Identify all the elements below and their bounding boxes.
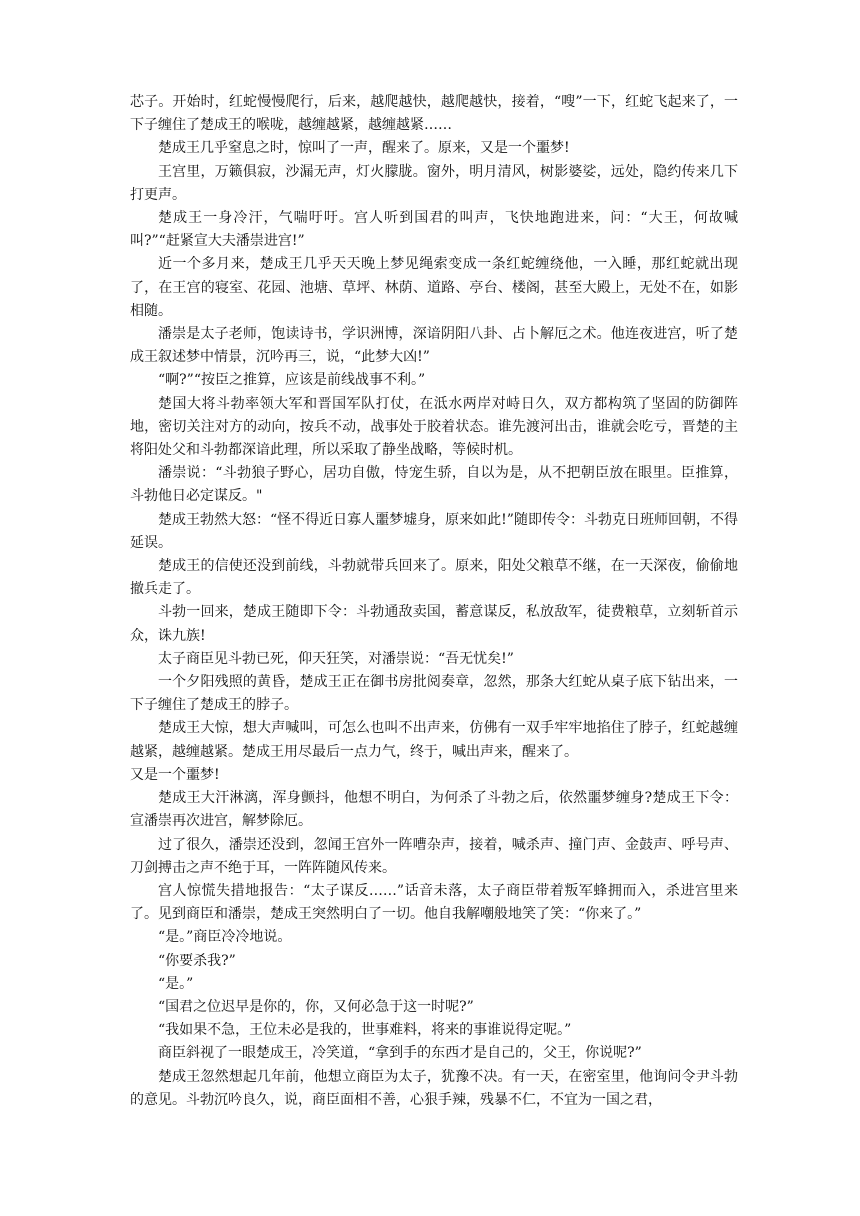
paragraph: 商臣斜视了一眼楚成王，冷笑道，“拿到手的东西才是自己的，父王，你说呢?”	[158, 1045, 642, 1062]
paragraph: 楚成王大惊，想大声喊叫，可怎么也叫不出声来，仿佛有一双手牢牢地掐住了脖子，红蛇越缠越紧，越缠越紧。楚成王用尽最后一点力气，终于，喊出声来，醒来了。	[130, 720, 738, 760]
document-page	[130, 91, 738, 1112]
paragraph: 宫人惊慌失措地报告：“太子谋反……”话音未落，太子商臣带着叛军蜂拥而入，杀进宫里来了。见到商臣和潘崇，楚成王突然明白了一切。他自我解嘲般地笑了笑：“你来了。”	[130, 882, 738, 923]
paragraph: 太子商臣见斗勃已死，仰天狂笑，对潘崇说：“吾无忧矣!”	[158, 650, 514, 667]
paragraph: “我如果不急，王位未必是我的，世事难料，将来的事谁说得定呢。”	[158, 1022, 572, 1039]
paragraph: 又是一个噩梦!	[130, 766, 220, 783]
paragraph: “是。”商臣冷冷地说。	[158, 929, 292, 946]
paragraph: 楚成王大汗淋漓，浑身颤抖，他想不明白，为何杀了斗勃之后，依然噩梦缠身?楚成王下令：宣潘崇再次进宫，解梦除厄。	[130, 790, 738, 830]
paragraph: 楚成王几乎窒息之时，惊叫了一声，醒来了。原来，又是一个噩梦!	[158, 140, 570, 157]
paragraph: 楚成王的信使还没到前线，斗勃就带兵回来了。原来，阳处父粮草不继，在一天深夜，偷偷地撤兵走了。	[130, 558, 738, 598]
paragraph: 潘崇说：“斗勃狼子野心，居功自傲，恃宠生骄，自以为是，从不把朝臣放在眼里。臣推算，斗勃他日必定谋反。"	[130, 465, 738, 505]
paragraph: “你要杀我?”	[158, 952, 236, 969]
paragraph: “国君之位迟早是你的，你，又何必急于这一时呢?”	[158, 998, 474, 1015]
paragraph: 斗勃一回来，楚成王随即下令：斗勃通敌卖国，蓄意谋反，私放敌军，徒费粮草，立刻斩首示众，诛九族!	[130, 604, 738, 644]
paragraph: 楚成王一身冷汗，气喘吁吁。宫人听到国君的叫声，飞快地跑进来，问：“大王，何故喊叫?”“赶紧宣大夫潘崇进宫!”	[130, 210, 738, 250]
paragraph: 王宫里，万籁俱寂，沙漏无声，灯火朦胧。窗外，明月清风，树影婆娑，远处，隐约传来几下打更声。	[130, 163, 738, 203]
paragraph: “啊?”“按臣之推算，应该是前线战事不利。”	[158, 372, 426, 389]
paragraph: 一个夕阳残照的黄昏，楚成王正在御书房批阅奏章，忽然，那条大红蛇从桌子底下钻出来，一下子缠住了楚成王的脖子。	[130, 674, 738, 714]
paragraph: “是。”	[158, 975, 194, 992]
paragraph: 楚成王勃然大怒：“怪不得近日寡人噩梦墟身，原来如此!”随即传令：斗勃克日班师回朝，不得延误。	[130, 511, 738, 551]
paragraph: 楚国大将斗勃率领大军和晋国军队打仗，在泜水两岸对峙日久，双方都构筑了坚固的防御阵地，密切关注对方的动向，按兵不动，战事处于胶着状态。谁先渡河出击，谁就会吃亏，晋楚的主将阳处父和斗勃都深谙此理，所以采取了静坐战略，等候时机。	[130, 395, 738, 459]
paragraph: 近一个多月来，楚成王几乎天天晚上梦见绳索变成一条红蛇缠绕他，一入睡，那红蛇就出现了，在王宫的寝室、花园、池塘、草坪、林荫、道路、亭台、楼阁，甚至大殿上，无处不在，如影相随。	[130, 256, 738, 319]
paragraph: 楚成王忽然想起几年前，他想立商臣为太子，犹豫不决。有一天，在密室里，他询问令尹斗勃的意见。斗勃沉吟良久，说，商臣面相不善，心狠手辣，残暴不仁，不宜为一国之君，	[130, 1068, 738, 1108]
paragraph: 过了很久，潘崇还没到，忽闻王宫外一阵嘈杂声，接着，喊杀声、撞门声、金鼓声、呼号声、刀剑搏击之声不绝于耳，一阵阵随风传来。	[130, 836, 738, 876]
paragraph: 芯子。开始时，红蛇慢慢爬行，后来，越爬越快，越爬越快，接着，“嗖”一下，红蛇飞起来了，一下子缠住了楚成王的喉咙，越缠越紧，越缠越紧……	[130, 94, 738, 134]
paragraph: 潘崇是太子老师，饱读诗书，学识洲博，深谙阴阳八卦、占卜解厄之术。他连夜进宫，听了楚成王叙述梦中情景，沉吟再三，说，“此梦大凶!”	[130, 326, 738, 366]
